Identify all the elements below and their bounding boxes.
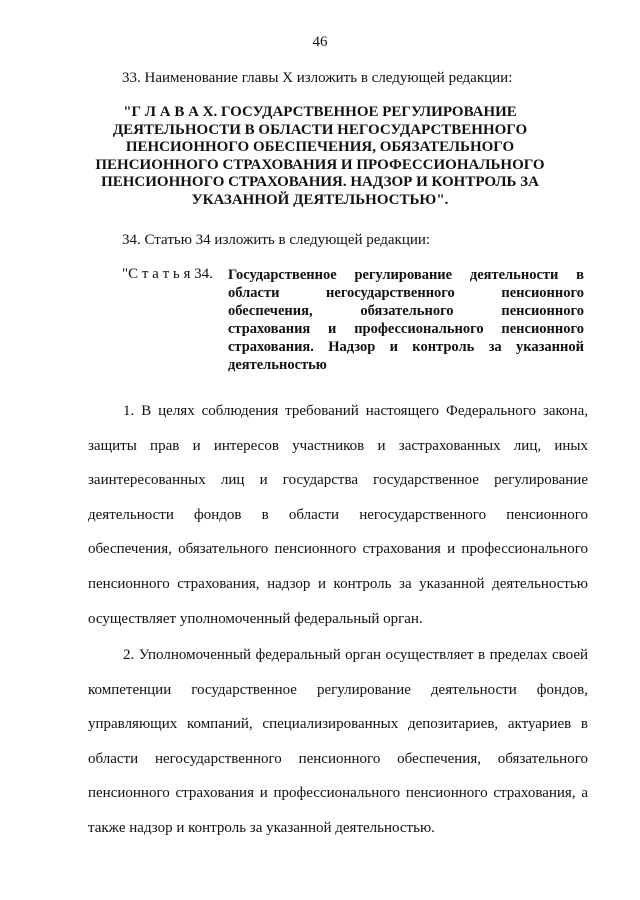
article-title-line: Государственное регулирование деятельности в <box>228 267 584 283</box>
paragraph-1 <box>88 402 588 644</box>
paragraph-line: 1. В целях соблюдения требований настоящего Федерального закона, <box>123 403 588 419</box>
paragraph-line: 2. Уполномоченный федеральный орган осуществляет в пределах своей <box>123 647 588 663</box>
article-label: "С т а т ь я 34. <box>122 266 213 282</box>
paragraph-2 <box>88 646 588 854</box>
item-34-text: 34. Статью 34 изложить в следующей редакции: <box>122 232 431 248</box>
paragraph-line: пенсионного страхования, надзор и контроль за указанной деятельностью <box>88 575 588 592</box>
article-title-line: страхования и профессионального пенсионного <box>228 321 584 337</box>
chapter-title <box>0 104 640 209</box>
article-title-line: деятельностью <box>228 357 327 373</box>
paragraph-line: защиты прав и интересов участников и застрахованных лиц, иных <box>88 437 588 454</box>
paragraph-line: деятельности фондов в области негосударственного пенсионного <box>88 506 588 523</box>
chapter-title-line: УКАЗАННОЙ ДЕЯТЕЛЬНОСТЬЮ". <box>191 191 449 208</box>
paragraph-line: компетенции государственное регулирование деятельности фондов, <box>88 681 588 698</box>
chapter-title-line: "Г Л А В А X. ГОСУДАРСТВЕННОЕ РЕГУЛИРОВАНИЕ <box>123 104 517 120</box>
page-number: 46 <box>312 34 328 50</box>
article-title <box>228 266 584 374</box>
paragraph-line: осуществляет уполномоченный федеральный орган. <box>88 610 423 627</box>
article-title-line: обеспечения, обязательного пенсионного <box>228 303 584 319</box>
paragraph-line: области негосударственного пенсионного обеспечения, обязательного <box>88 750 588 767</box>
article-title-line: области негосударственного пенсионного <box>228 285 584 301</box>
item-33-text: 33. Наименование главы X изложить в следующей редакции: <box>122 70 513 86</box>
chapter-title-line: ПЕНСИОННОГО ОБЕСПЕЧЕНИЯ, ОБЯЗАТЕЛЬНОГО <box>125 139 515 155</box>
article-title-line: страхования. Надзор и контроль за указанной <box>228 339 584 355</box>
paragraph-line: управляющих компаний, специализированных депозитариев, актуариев в <box>88 716 588 733</box>
chapter-title-line: ДЕЯТЕЛЬНОСТИ В ОБЛАСТИ НЕГОСУДАРСТВЕННОГО <box>112 121 528 138</box>
paragraph-line: заинтересованных лиц и государства государственное регулирование <box>88 472 588 489</box>
paragraph-line: также надзор и контроль за указанной деятельностью. <box>88 819 435 836</box>
paragraph-line: пенсионного страхования и профессионального пенсионного страхования, а <box>88 785 588 802</box>
chapter-title-line: ПЕНСИОННОГО СТРАХОВАНИЯ И ПРОФЕССИОНАЛЬНОГО <box>95 156 545 173</box>
paragraph-line: обеспечения, обязательного пенсионного страхования и профессионального <box>88 541 588 558</box>
chapter-title-line: ПЕНСИОННОГО СТРАХОВАНИЯ. НАДЗОР И КОНТРОЛЬ ЗА <box>101 174 539 190</box>
